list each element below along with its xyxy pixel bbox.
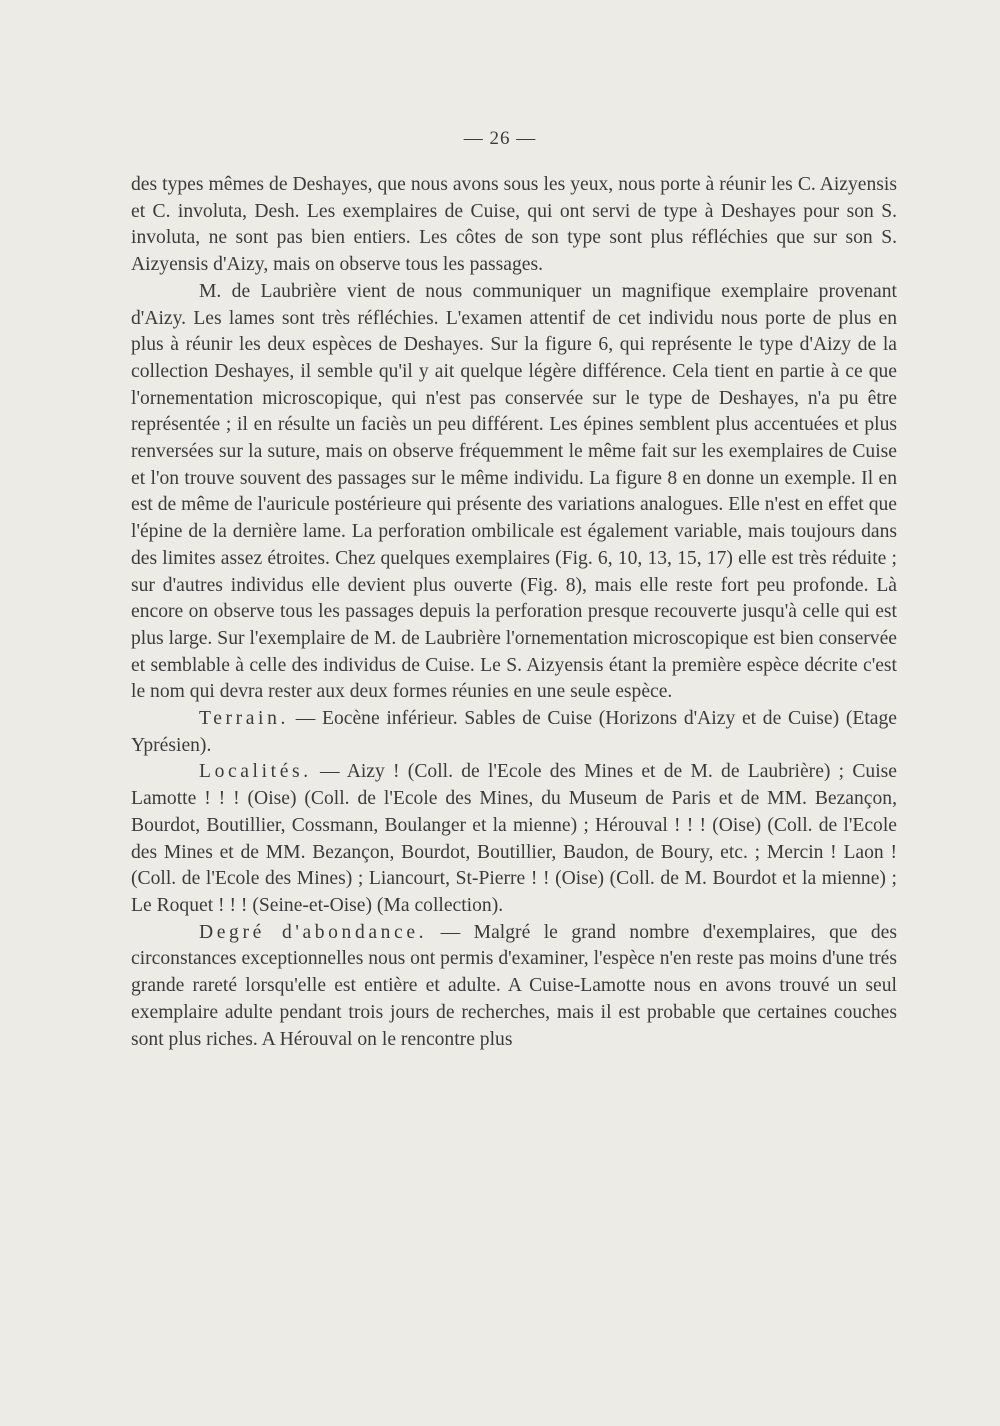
page-number: — 26 — — [463, 128, 537, 149]
paragraph-continuation: des types mêmes de Deshayes, que nous avons sous les yeux, nous porte à réunir les C. Aizyensis et C. involuta, Desh. Les exemplaires de Cuise, qui ont servi de type à Deshayes pour son S. involuta, ne sont pas bien entiers. Les côtes de son type sont plus réfléchies que sur son S. Aizyensis d'Aizy, mais on observe tous les passages. — [131, 174, 897, 276]
localites-heading: Localités. — [199, 761, 312, 783]
paragraph-laubriere: M. de Laubrière vient de nous communiquer un magnifique exemplaire provenant d'Aizy. Les lames sont très réfléchies. L'examen attentif de cet individu nous porte de plus en plus à réunir les deux espèces de Deshayes. Sur la figure 6, qui représente le type d'Aizy de la collection Deshayes, il semble qu'il y ait quelque légère différence. Cela tient en partie à ce que l'ornementation microscopique, qui n'est pas conservée sur le type de Deshayes, n'a pu être représentée ; il en résulte un faciès un peu différent. Les épines semblent plus accentuées et plus renversées sur la suture, mais on observe fréquemment le même fait sur les exemplaires de Cuise et l'on trouve souvent des passages sur le même individu. La figure 8 en donne un exemple. Il en est de même de l'auricule postérieure qui présente des variations analogues. Elle n'est en effet que l'épine de la dernière lame. La perforation ombilicale est également variable, mais toujours dans des limites assez étroites. Chez quelques exemplaires (Fig. 6, 10, 13, 15, 17) elle est très réduite ; sur d'autres individus elle devient plus ouverte (Fig. 8), mais elle reste fort peu profonde. Là encore on observe tous les passages depuis la perforation presque recouverte jusqu'à celle qui est plus large. Sur l'exemplaire de M. de Laubrière l'ornementation microscopique est bien conservée et semblable à celle des individus de Cuise. Le S. Aizyensis étant la première espèce décrite c'est le nom qui devra rester aux deux formes réunies en une seule espèce. — [131, 280, 897, 703]
abondance-heading: Degré d'abondance. — [199, 921, 428, 943]
abondance-text: — Malgré le grand nombre d'exemplaires, que des circonstances exceptionnelles nous ont permis d'examiner, l'espèce n'en reste pas moins d'une trés grande rareté lorsqu'elle est entière et adulte. A Cuise-Lamotte nous en avons trouvé un seul exemplaire adulte pendant trois jours de recherches, mais il est probable que certaines couches sont plus riches. A Hérouval on le rencontre plus — [131, 921, 897, 1050]
paragraph-terrain — [131, 706, 897, 759]
paragraph-localites — [131, 759, 897, 919]
terrain-heading: Terrain. — [199, 708, 289, 730]
localites-text: — Aizy ! (Coll. de l'Ecole des Mines et de M. de Laubrière) ; Cuise Lamotte ! ! ! (Oise) (Coll. de l'Ecole des Mines, du Museum de Paris et de MM. Bezançon, Bourdot, Boutillier, Cossmann, Boulanger et la mienne) ; Hérouval ! ! ! (Oise) (Coll. de l'Ecole des Mines et de MM. Bezançon, Bourdot, Boutillier, Baudon, de Boury, etc. ; Mercin ! Laon ! (Coll. de l'Ecole des Mines) ; Liancourt, St-Pierre ! ! (Oise) (Coll. de M. Bourdot et la mienne) ; Le Roquet ! ! ! (Seine-et-Oise) (Ma collection). — [131, 761, 897, 916]
terrain-text: — Eocène inférieur. Sables de Cuise (Horizons d'Aizy et de Cuise) (Etage Yprésien). — [131, 708, 897, 756]
body-text — [131, 172, 897, 1053]
paragraph-abondance — [131, 920, 897, 1054]
